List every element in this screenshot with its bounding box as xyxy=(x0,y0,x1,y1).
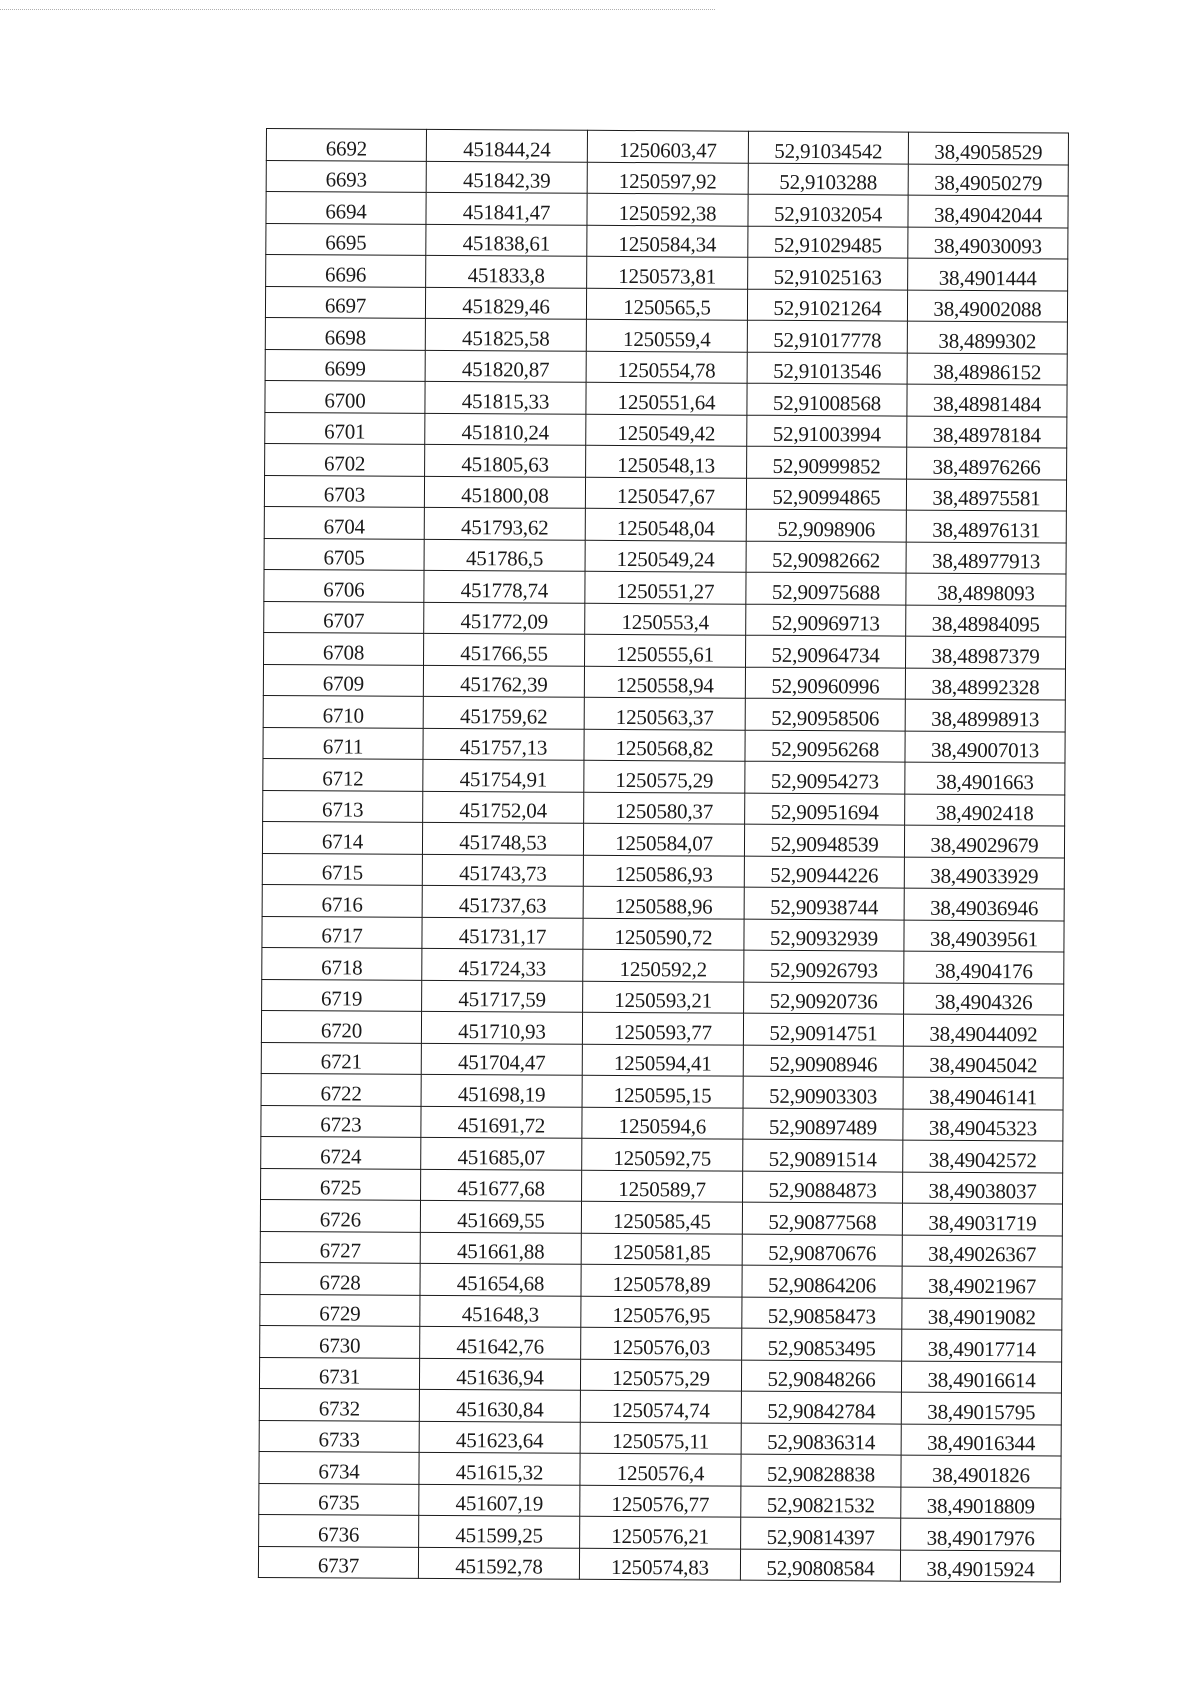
longitude-cell: 38,4899302 xyxy=(907,321,1067,353)
point-number-cell: 6703 xyxy=(264,475,424,507)
x-coordinate-cell: 451636,94 xyxy=(419,1358,580,1390)
point-number-cell: 6729 xyxy=(260,1294,420,1326)
x-coordinate-cell: 451669,55 xyxy=(420,1200,581,1232)
table-row xyxy=(259,1514,1061,1550)
latitude-cell: 52,90864206 xyxy=(742,1265,902,1297)
longitude-cell: 38,48978184 xyxy=(907,416,1067,448)
table-row xyxy=(263,664,1065,700)
coordinates-table xyxy=(258,128,1069,1582)
x-coordinate-cell: 451642,76 xyxy=(420,1326,581,1358)
x-coordinate-cell: 451752,04 xyxy=(423,791,584,823)
x-coordinate-cell: 451654,68 xyxy=(420,1263,581,1295)
latitude-cell: 52,90982662 xyxy=(746,541,906,573)
y-coordinate-cell: 1250592,38 xyxy=(587,193,748,225)
table-row xyxy=(265,349,1067,385)
x-coordinate-cell: 451737,63 xyxy=(422,885,583,917)
table-row xyxy=(261,1136,1063,1172)
x-coordinate-cell: 451724,33 xyxy=(422,948,583,980)
longitude-cell: 38,49015795 xyxy=(901,1392,1061,1424)
latitude-cell: 52,91017778 xyxy=(747,320,907,352)
x-coordinate-cell: 451685,07 xyxy=(421,1137,582,1169)
longitude-cell: 38,49042044 xyxy=(908,195,1068,227)
point-number-cell: 6692 xyxy=(266,129,426,161)
x-coordinate-cell: 451778,74 xyxy=(424,570,585,602)
longitude-cell: 38,49042572 xyxy=(903,1140,1063,1172)
point-number-cell: 6713 xyxy=(263,790,423,822)
y-coordinate-cell: 1250592,75 xyxy=(582,1138,743,1170)
longitude-cell: 38,48984095 xyxy=(906,605,1066,637)
point-number-cell: 6706 xyxy=(264,569,424,601)
latitude-cell: 52,90828838 xyxy=(741,1454,901,1486)
latitude-cell: 52,91013546 xyxy=(747,352,907,384)
table-row xyxy=(259,1420,1061,1456)
point-number-cell: 6712 xyxy=(263,758,423,790)
latitude-cell: 52,90964734 xyxy=(745,635,905,667)
point-number-cell: 6715 xyxy=(262,853,422,885)
y-coordinate-cell: 1250595,15 xyxy=(582,1075,743,1107)
latitude-cell: 52,90908946 xyxy=(743,1045,903,1077)
table-row xyxy=(262,947,1064,983)
table-row xyxy=(262,916,1064,952)
table-row xyxy=(264,601,1066,637)
point-number-cell: 6728 xyxy=(260,1262,420,1294)
y-coordinate-cell: 1250584,34 xyxy=(587,225,748,257)
latitude-cell: 52,90958506 xyxy=(745,698,905,730)
y-coordinate-cell: 1250558,94 xyxy=(584,666,745,698)
point-number-cell: 6704 xyxy=(264,506,424,538)
longitude-cell: 38,49026367 xyxy=(902,1235,1062,1267)
longitude-cell: 38,49017976 xyxy=(901,1518,1061,1550)
x-coordinate-cell: 451623,64 xyxy=(419,1421,580,1453)
x-coordinate-cell: 451825,58 xyxy=(425,318,586,350)
point-number-cell: 6701 xyxy=(265,412,425,444)
table-row xyxy=(264,475,1066,511)
point-number-cell: 6716 xyxy=(262,884,422,916)
point-number-cell: 6694 xyxy=(266,192,426,224)
latitude-cell: 52,90877568 xyxy=(742,1202,902,1234)
longitude-cell: 38,49017714 xyxy=(902,1329,1062,1361)
y-coordinate-cell: 1250576,4 xyxy=(580,1453,741,1485)
x-coordinate-cell: 451838,61 xyxy=(426,224,587,256)
table-row xyxy=(266,160,1068,196)
x-coordinate-cell: 451833,8 xyxy=(426,255,587,287)
latitude-cell: 52,90836314 xyxy=(741,1423,901,1455)
table-row xyxy=(259,1357,1061,1393)
longitude-cell: 38,48986152 xyxy=(907,353,1067,385)
latitude-cell: 52,90903303 xyxy=(743,1076,903,1108)
y-coordinate-cell: 1250551,27 xyxy=(585,571,746,603)
latitude-cell: 52,90975688 xyxy=(746,572,906,604)
latitude-cell: 52,90969713 xyxy=(746,604,906,636)
latitude-cell: 52,90926793 xyxy=(744,950,904,982)
x-coordinate-cell: 451748,53 xyxy=(422,822,583,854)
table-row xyxy=(263,758,1065,794)
table-row xyxy=(261,1105,1063,1141)
point-number-cell: 6698 xyxy=(265,317,425,349)
point-number-cell: 6695 xyxy=(266,223,426,255)
longitude-cell: 38,49039561 xyxy=(904,920,1064,952)
x-coordinate-cell: 451710,93 xyxy=(421,1011,582,1043)
longitude-cell: 38,4904176 xyxy=(904,951,1064,983)
longitude-cell: 38,49021967 xyxy=(902,1266,1062,1298)
longitude-cell: 38,49016614 xyxy=(901,1361,1061,1393)
latitude-cell: 52,90914751 xyxy=(743,1013,903,1045)
y-coordinate-cell: 1250573,81 xyxy=(587,256,748,288)
table-row xyxy=(260,1231,1062,1267)
point-number-cell: 6733 xyxy=(259,1420,419,1452)
point-number-cell: 6711 xyxy=(263,727,423,759)
longitude-cell: 38,49007013 xyxy=(905,731,1065,763)
y-coordinate-cell: 1250580,37 xyxy=(584,792,745,824)
table-row xyxy=(261,1042,1063,1078)
table-row xyxy=(262,884,1064,920)
point-number-cell: 6732 xyxy=(259,1388,419,1420)
y-coordinate-cell: 1250575,29 xyxy=(580,1359,741,1391)
longitude-cell: 38,48976131 xyxy=(906,510,1066,542)
latitude-cell: 52,91034542 xyxy=(748,131,908,163)
point-number-cell: 6736 xyxy=(259,1514,419,1546)
y-coordinate-cell: 1250576,77 xyxy=(580,1485,741,1517)
latitude-cell: 52,90858473 xyxy=(742,1297,902,1329)
y-coordinate-cell: 1250578,89 xyxy=(581,1264,742,1296)
table-row xyxy=(263,727,1065,763)
point-number-cell: 6714 xyxy=(262,821,422,853)
x-coordinate-cell: 451661,88 xyxy=(420,1232,581,1264)
x-coordinate-cell: 451844,24 xyxy=(426,129,587,161)
point-number-cell: 6700 xyxy=(265,380,425,412)
x-coordinate-cell: 451841,47 xyxy=(426,192,587,224)
table-row xyxy=(259,1483,1061,1519)
longitude-cell: 38,49045042 xyxy=(903,1046,1063,1078)
latitude-cell: 52,90999852 xyxy=(747,446,907,478)
y-coordinate-cell: 1250575,29 xyxy=(584,760,745,792)
y-coordinate-cell: 1250555,61 xyxy=(585,634,746,666)
table-row xyxy=(263,695,1065,731)
point-number-cell: 6721 xyxy=(261,1042,421,1074)
latitude-cell: 52,90951694 xyxy=(745,793,905,825)
longitude-cell: 38,49033929 xyxy=(904,857,1064,889)
point-number-cell: 6718 xyxy=(262,947,422,979)
point-number-cell: 6722 xyxy=(261,1073,421,1105)
point-number-cell: 6710 xyxy=(263,695,423,727)
latitude-cell: 52,91021264 xyxy=(747,289,907,321)
longitude-cell: 38,49002088 xyxy=(907,290,1067,322)
point-number-cell: 6699 xyxy=(265,349,425,381)
y-coordinate-cell: 1250574,83 xyxy=(579,1548,740,1580)
y-coordinate-cell: 1250593,77 xyxy=(582,1012,743,1044)
y-coordinate-cell: 1250575,11 xyxy=(580,1422,741,1454)
x-coordinate-cell: 451829,46 xyxy=(425,287,586,319)
point-number-cell: 6734 xyxy=(259,1451,419,1483)
table-row xyxy=(262,853,1064,889)
point-number-cell: 6726 xyxy=(260,1199,420,1231)
x-coordinate-cell: 451599,25 xyxy=(419,1515,580,1547)
y-coordinate-cell: 1250594,6 xyxy=(582,1107,743,1139)
point-number-cell: 6707 xyxy=(264,601,424,633)
scan-artifact-line xyxy=(0,9,715,10)
x-coordinate-cell: 451592,78 xyxy=(418,1547,579,1579)
table-row xyxy=(266,255,1068,291)
longitude-cell: 38,4902418 xyxy=(905,794,1065,826)
longitude-cell: 38,4901444 xyxy=(908,258,1068,290)
table-row xyxy=(266,129,1068,165)
longitude-cell: 38,49016344 xyxy=(901,1424,1061,1456)
x-coordinate-cell: 451698,19 xyxy=(421,1074,582,1106)
x-coordinate-cell: 451766,55 xyxy=(424,633,585,665)
latitude-cell: 52,90897489 xyxy=(743,1108,903,1140)
latitude-cell: 52,90920736 xyxy=(744,982,904,1014)
latitude-cell: 52,90884873 xyxy=(743,1171,903,1203)
latitude-cell: 52,9103288 xyxy=(748,163,908,195)
y-coordinate-cell: 1250603,47 xyxy=(587,130,748,162)
y-coordinate-cell: 1250568,82 xyxy=(584,729,745,761)
x-coordinate-cell: 451757,13 xyxy=(423,728,584,760)
table-row xyxy=(260,1199,1062,1235)
longitude-cell: 38,49038037 xyxy=(903,1172,1063,1204)
table-row xyxy=(262,821,1064,857)
point-number-cell: 6697 xyxy=(265,286,425,318)
table-row xyxy=(265,380,1067,416)
coordinates-table-container xyxy=(258,128,1068,1582)
longitude-cell: 38,4898093 xyxy=(906,573,1066,605)
point-number-cell: 6727 xyxy=(260,1231,420,1263)
y-coordinate-cell: 1250593,21 xyxy=(583,981,744,1013)
latitude-cell: 52,90821532 xyxy=(741,1486,901,1518)
table-row xyxy=(264,569,1066,605)
longitude-cell: 38,48976266 xyxy=(907,447,1067,479)
table-row xyxy=(258,1546,1060,1582)
latitude-cell: 52,91032054 xyxy=(748,194,908,226)
y-coordinate-cell: 1250592,2 xyxy=(583,949,744,981)
y-coordinate-cell: 1250590,72 xyxy=(583,918,744,950)
point-number-cell: 6723 xyxy=(261,1105,421,1137)
y-coordinate-cell: 1250597,92 xyxy=(587,162,748,194)
y-coordinate-cell: 1250588,96 xyxy=(583,886,744,918)
x-coordinate-cell: 451815,33 xyxy=(425,381,586,413)
longitude-cell: 38,49015924 xyxy=(900,1550,1060,1582)
table-body xyxy=(258,129,1068,1582)
table-row xyxy=(266,223,1068,259)
x-coordinate-cell: 451754,91 xyxy=(423,759,584,791)
longitude-cell: 38,4901663 xyxy=(905,762,1065,794)
longitude-cell: 38,48975581 xyxy=(906,479,1066,511)
point-number-cell: 6720 xyxy=(261,1010,421,1042)
longitude-cell: 38,49030093 xyxy=(908,227,1068,259)
longitude-cell: 38,48981484 xyxy=(907,384,1067,416)
point-number-cell: 6731 xyxy=(259,1357,419,1389)
longitude-cell: 38,49050279 xyxy=(908,164,1068,196)
table-row xyxy=(266,192,1068,228)
latitude-cell: 52,90891514 xyxy=(743,1139,903,1171)
y-coordinate-cell: 1250586,93 xyxy=(583,855,744,887)
point-number-cell: 6708 xyxy=(264,632,424,664)
y-coordinate-cell: 1250594,41 xyxy=(582,1044,743,1076)
table-row xyxy=(260,1325,1062,1361)
x-coordinate-cell: 451762,39 xyxy=(423,665,584,697)
point-number-cell: 6717 xyxy=(262,916,422,948)
longitude-cell: 38,49018809 xyxy=(901,1487,1061,1519)
latitude-cell: 52,90848266 xyxy=(741,1360,901,1392)
table-row xyxy=(264,506,1066,542)
longitude-cell: 38,49044092 xyxy=(903,1014,1063,1046)
latitude-cell: 52,90960996 xyxy=(745,667,905,699)
table-row xyxy=(260,1294,1062,1330)
longitude-cell: 38,49058529 xyxy=(908,132,1068,164)
latitude-cell: 52,90842784 xyxy=(741,1391,901,1423)
latitude-cell: 52,90932939 xyxy=(744,919,904,951)
latitude-cell: 52,90994865 xyxy=(746,478,906,510)
x-coordinate-cell: 451704,47 xyxy=(421,1043,582,1075)
x-coordinate-cell: 451691,72 xyxy=(421,1106,582,1138)
table-row xyxy=(261,1073,1063,1109)
y-coordinate-cell: 1250581,85 xyxy=(581,1233,742,1265)
y-coordinate-cell: 1250576,21 xyxy=(580,1516,741,1548)
x-coordinate-cell: 451648,3 xyxy=(420,1295,581,1327)
latitude-cell: 52,90938744 xyxy=(744,887,904,919)
x-coordinate-cell: 451759,62 xyxy=(423,696,584,728)
y-coordinate-cell: 1250576,95 xyxy=(581,1296,742,1328)
latitude-cell: 52,91025163 xyxy=(748,257,908,289)
y-coordinate-cell: 1250563,37 xyxy=(584,697,745,729)
y-coordinate-cell: 1250548,13 xyxy=(586,445,747,477)
point-number-cell: 6702 xyxy=(265,443,425,475)
point-number-cell: 6693 xyxy=(266,160,426,192)
table-row xyxy=(262,979,1064,1015)
table-row xyxy=(260,1262,1062,1298)
table-row xyxy=(263,790,1065,826)
y-coordinate-cell: 1250548,04 xyxy=(585,508,746,540)
point-number-cell: 6719 xyxy=(262,979,422,1011)
longitude-cell: 38,48998913 xyxy=(905,699,1065,731)
table-row xyxy=(259,1451,1061,1487)
point-number-cell: 6724 xyxy=(261,1136,421,1168)
latitude-cell: 52,91003994 xyxy=(747,415,907,447)
x-coordinate-cell: 451793,62 xyxy=(424,507,585,539)
y-coordinate-cell: 1250554,78 xyxy=(586,351,747,383)
table-row xyxy=(264,632,1066,668)
y-coordinate-cell: 1250584,07 xyxy=(583,823,744,855)
table-row xyxy=(261,1010,1063,1046)
latitude-cell: 52,90853495 xyxy=(742,1328,902,1360)
table-row xyxy=(261,1168,1063,1204)
longitude-cell: 38,49031719 xyxy=(902,1203,1062,1235)
x-coordinate-cell: 451805,63 xyxy=(425,444,586,476)
x-coordinate-cell: 451786,5 xyxy=(424,539,585,571)
y-coordinate-cell: 1250549,42 xyxy=(586,414,747,446)
latitude-cell: 52,90956268 xyxy=(745,730,905,762)
x-coordinate-cell: 451630,84 xyxy=(419,1389,580,1421)
longitude-cell: 38,49046141 xyxy=(903,1077,1063,1109)
longitude-cell: 38,49045323 xyxy=(903,1109,1063,1141)
latitude-cell: 52,90814397 xyxy=(741,1517,901,1549)
table-row xyxy=(265,317,1067,353)
table-row xyxy=(265,443,1067,479)
table-row xyxy=(265,412,1067,448)
y-coordinate-cell: 1250574,74 xyxy=(580,1390,741,1422)
point-number-cell: 6730 xyxy=(260,1325,420,1357)
latitude-cell: 52,90948539 xyxy=(744,824,904,856)
x-coordinate-cell: 451772,09 xyxy=(424,602,585,634)
longitude-cell: 38,4904326 xyxy=(904,983,1064,1015)
longitude-cell: 38,48992328 xyxy=(905,668,1065,700)
latitude-cell: 52,90954273 xyxy=(745,761,905,793)
point-number-cell: 6735 xyxy=(259,1483,419,1515)
x-coordinate-cell: 451677,68 xyxy=(421,1169,582,1201)
longitude-cell: 38,49019082 xyxy=(902,1298,1062,1330)
x-coordinate-cell: 451731,17 xyxy=(422,917,583,949)
table-row xyxy=(264,538,1066,574)
y-coordinate-cell: 1250559,4 xyxy=(586,319,747,351)
point-number-cell: 6725 xyxy=(261,1168,421,1200)
table-row xyxy=(259,1388,1061,1424)
latitude-cell: 52,9098906 xyxy=(746,509,906,541)
longitude-cell: 38,48977913 xyxy=(906,542,1066,574)
longitude-cell: 38,4901826 xyxy=(901,1455,1061,1487)
y-coordinate-cell: 1250565,5 xyxy=(586,288,747,320)
point-number-cell: 6709 xyxy=(263,664,423,696)
latitude-cell: 52,90808584 xyxy=(740,1549,900,1581)
y-coordinate-cell: 1250549,24 xyxy=(585,540,746,572)
y-coordinate-cell: 1250589,7 xyxy=(582,1170,743,1202)
y-coordinate-cell: 1250576,03 xyxy=(581,1327,742,1359)
point-number-cell: 6737 xyxy=(258,1546,418,1578)
point-number-cell: 6696 xyxy=(266,255,426,287)
x-coordinate-cell: 451615,32 xyxy=(419,1452,580,1484)
longitude-cell: 38,48987379 xyxy=(905,636,1065,668)
x-coordinate-cell: 451717,59 xyxy=(422,980,583,1012)
y-coordinate-cell: 1250551,64 xyxy=(586,382,747,414)
table-row xyxy=(265,286,1067,322)
y-coordinate-cell: 1250547,67 xyxy=(585,477,746,509)
latitude-cell: 52,91008568 xyxy=(747,383,907,415)
latitude-cell: 52,91029485 xyxy=(748,226,908,258)
point-number-cell: 6705 xyxy=(264,538,424,570)
x-coordinate-cell: 451743,73 xyxy=(422,854,583,886)
x-coordinate-cell: 451810,24 xyxy=(425,413,586,445)
y-coordinate-cell: 1250553,4 xyxy=(585,603,746,635)
x-coordinate-cell: 451607,19 xyxy=(419,1484,580,1516)
longitude-cell: 38,49029679 xyxy=(904,825,1064,857)
latitude-cell: 52,90944226 xyxy=(744,856,904,888)
x-coordinate-cell: 451842,39 xyxy=(426,161,587,193)
longitude-cell: 38,49036946 xyxy=(904,888,1064,920)
y-coordinate-cell: 1250585,45 xyxy=(581,1201,742,1233)
x-coordinate-cell: 451800,08 xyxy=(424,476,585,508)
latitude-cell: 52,90870676 xyxy=(742,1234,902,1266)
x-coordinate-cell: 451820,87 xyxy=(425,350,586,382)
